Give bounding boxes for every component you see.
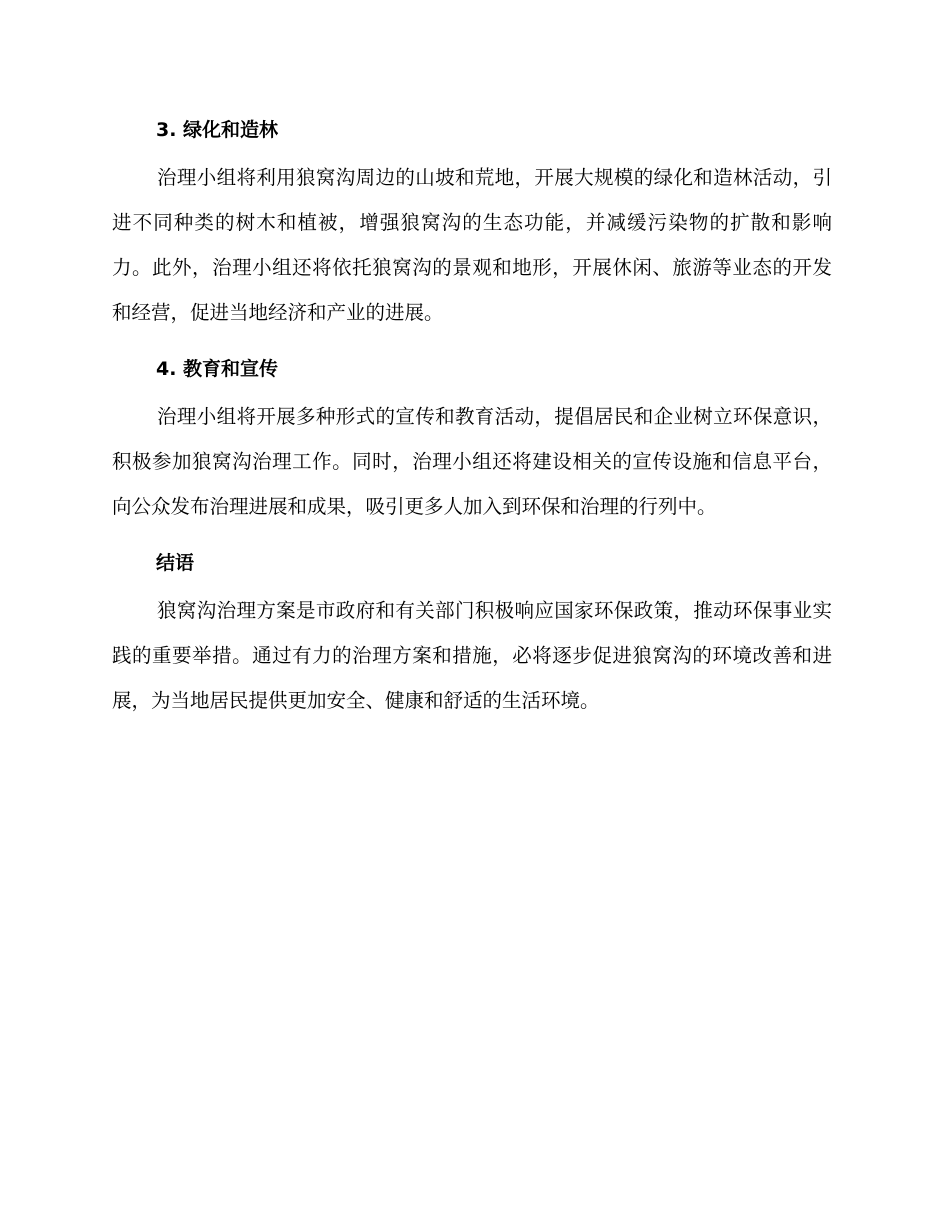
document-body: [112, 108, 832, 735]
section-education: [112, 347, 832, 529]
section-paragraph: 治理小组将开展多种形式的宣传和教育活动，提倡居民和企业树立环保意识，积极参加狼窝沟治理工作。同时，治理小组还将建设相关的宣传设施和信息平台，向公众发布治理进展和成果，吸引更多人加入到环保和治理的行列中。: [112, 405, 832, 518]
section-paragraph: 治理小组将利用狼窝沟周边的山坡和荒地，开展大规模的绿化和造林活动，引进不同种类的树木和植被，增强狼窝沟的生态功能，并减缓污染物的扩散和影响力。此外，治理小组还将依托狼窝沟的景观和地形，开展休闲、旅游等业态的开发和经营，促进当地经济和产业的进展。: [112, 166, 832, 324]
section-greening: [112, 108, 832, 335]
section-heading: 4. 教育和宣传: [156, 358, 279, 380]
section-heading: 结语: [156, 552, 195, 574]
section-heading: 3. 绿化和造林: [156, 119, 279, 141]
section-paragraph: 狼窝沟治理方案是市政府和有关部门积极响应国家环保政策，推动环保事业实践的重要举措。通过有力的治理方案和措施，必将逐步促进狼窝沟的环境改善和进展，为当地居民提供更加安全、健康和舒适的生活环境。: [112, 599, 832, 712]
section-conclusion: [112, 541, 832, 723]
